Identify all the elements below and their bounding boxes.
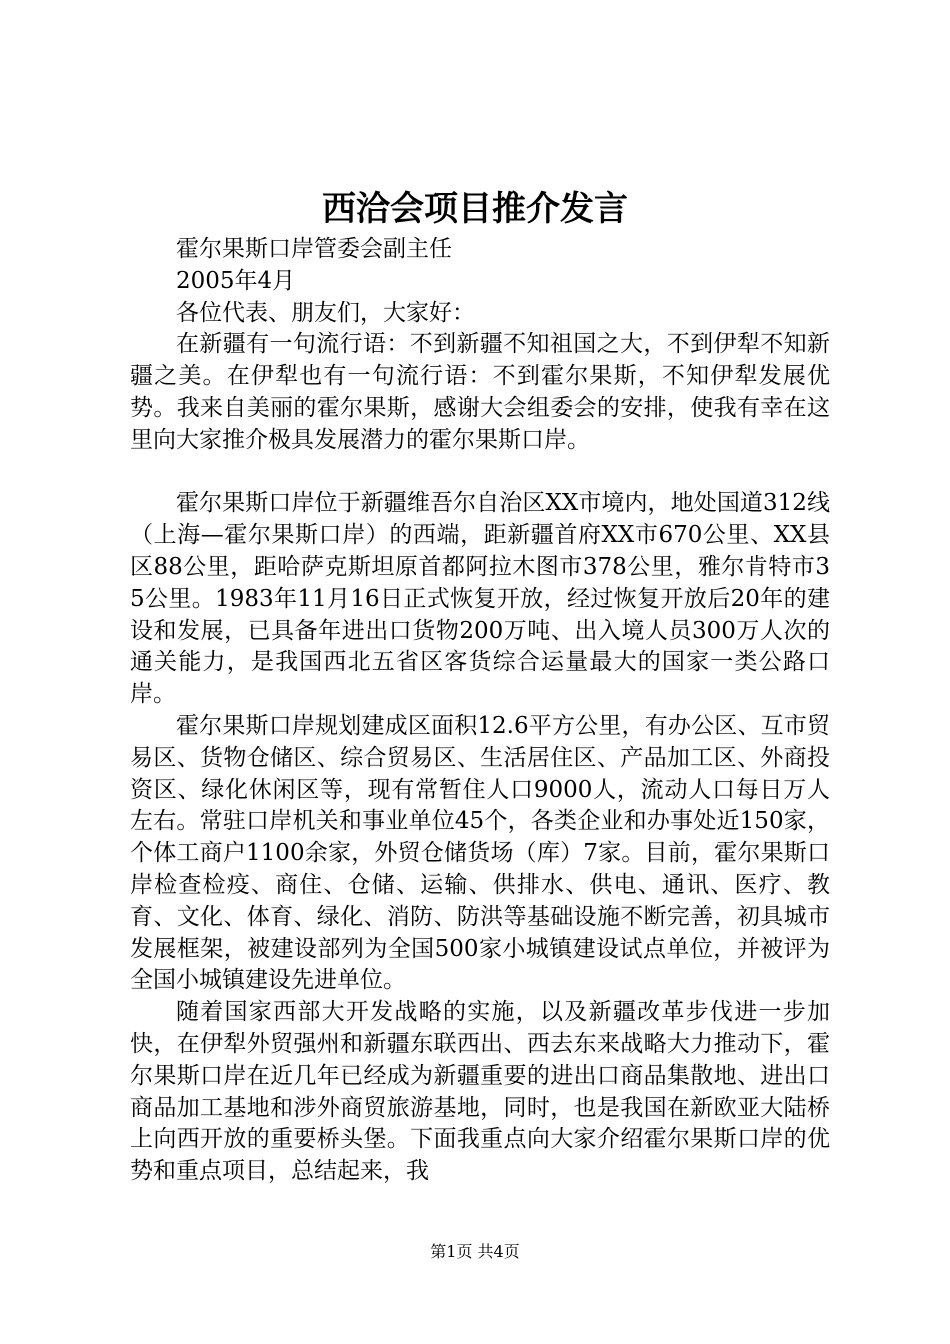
paragraph-spacer bbox=[130, 457, 830, 489]
document-title: 西洽会项目推介发言 bbox=[322, 189, 628, 229]
paragraph-location: 霍尔果斯口岸位于新疆维吾尔自治区XX市境内，地处国道312线（上海—霍尔果斯口岸）的西端，距新疆首府XX市670公里、XX县区88公里，距哈萨克斯坦原首都阿拉木图市378公里，雅尔肯特市35公里。1983年11月16日正式恢复开放，经过恢复开放后20年的建设和发展，已具备年进出口货物200万吨、出入境人员300万人次的通关能力，是我国西北五省区客货综合运量最大的国家一类公路口岸。 bbox=[130, 490, 830, 708]
document-body bbox=[130, 234, 830, 1188]
paragraph-development: 随着国家西部大开发战略的实施，以及新疆改革步伐进一步加快，在伊犁外贸强州和新疆东联西出、西去东来战略大力推动下，霍尔果斯口岸在近几年已经成为新疆重要的进出口商品集散地、进出口商品加工基地和涉外商贸旅游基地，同时，也是我国在新欧亚大陆桥上向西开放的重要桥头堡。下面我重点向大家介绍霍尔果斯口岸的优势和重点项目，总结起来，我 bbox=[130, 999, 830, 1185]
paragraph-intro: 在新疆有一句流行语：不到新疆不知祖国之大，不到伊犁不知新疆之美。在伊犁也有一句流行语：不到霍尔果斯，不知伊犁发展优势。我来自美丽的霍尔果斯，感谢大会组委会的安排，使我有幸在这里向大家推介极具发展潜力的霍尔果斯口岸。 bbox=[130, 331, 830, 453]
author-line: 霍尔果斯口岸管委会副主任 bbox=[176, 236, 452, 262]
page-footer: 第1页 共4页 bbox=[430, 1242, 520, 1261]
date-line: 2005年4月 bbox=[176, 267, 296, 294]
paragraph-planning: 霍尔果斯口岸规划建成区面积12.6平方公里，有办公区、互市贸易区、货物仓储区、综合贸易区、生活居住区、产品加工区、外商投资区、绿化休闲区等，现有常暂住人口9000人，流动人口每日万人左右。常驻口岸机关和事业单位45个，各类企业和办事处近150家，个体工商户1100余家，外贸仓储货场（库）7家。目前，霍尔果斯口岸检查检疫、商住、仓储、运输、供排水、供电、通讯、医疗、教育、文化、体育、绿化、消防、防洪等基础设施不断完善，初具城市发展框架，被建设部列为全国500家小城镇建设试点单位，并被评为全国小城镇建设先进单位。 bbox=[130, 712, 830, 994]
salutation: 各位代表、朋友们，大家好： bbox=[176, 299, 475, 326]
